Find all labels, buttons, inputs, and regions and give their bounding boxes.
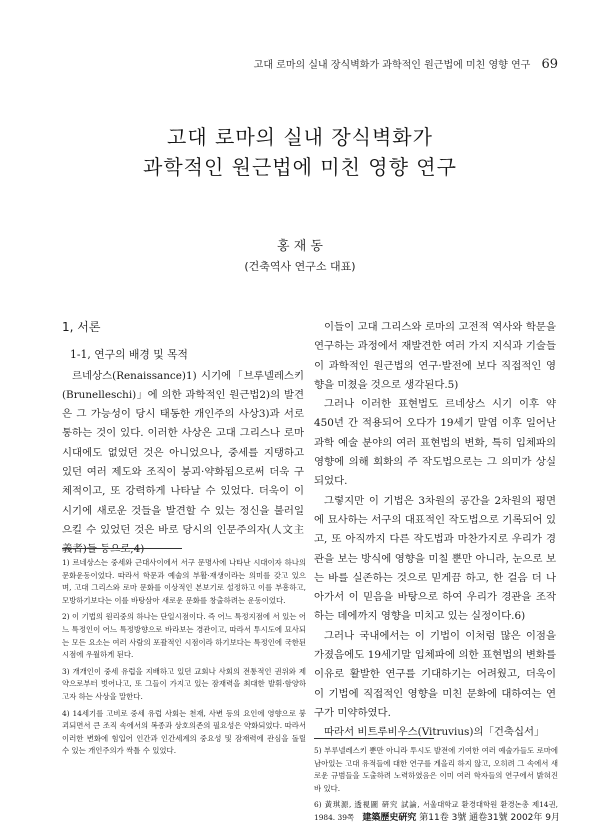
footnotes-left — [62, 557, 306, 762]
body-paragraph: 따라서 비트루비우스(Vitruvius)의「건축십서」 — [324, 726, 545, 739]
author-affiliation: (건축역사 연구소 대표) — [244, 260, 356, 273]
right-column — [314, 318, 556, 743]
body-paragraph: 이들이 고대 그리스와 로마의 고전적 역사와 학문을 연구하는 과정에서 재발견한 여러 가지 지식과 기술들이 과학적인 원근법의 연구·발전에 보다 직접적인 영향을 미쳤을 것으로 생각된다.5) — [314, 321, 556, 391]
footnote: 4) 14세기를 고비로 중세 유럽 사회는 천재, 사변 등의 요인에 영향으로 붕괴되면서 큰 조직 속에서의 복종과 상호의존의 필요성은 약화되었다. 따라서 이러한 변화에 힘입어 인간과 인간세계의 중요성 및 잠재력에 관심을 돌릴 수 있는 개인주의가 싹틀 수 있었다. — [62, 708, 306, 756]
subsection-heading: 1-1, 연구의 배경 및 목적 — [70, 348, 188, 362]
title-line-1: 고대 로마의 실내 장식벽화가 — [167, 125, 433, 149]
journal-issue: 第11卷 3號 通卷31號 2002年 9月 — [419, 813, 560, 823]
footnote-divider — [62, 548, 182, 549]
footnote: 3) 개개인이 중세 유럽을 지배하고 있던 교회나 사회의 전통적인 권위와 제약으로부터 벗어나고, 또 그들이 가지고 있는 잠재력을 최대한 발휘·함양하고자 하는 사상을 말한다. — [62, 666, 306, 701]
body-paragraph: 르네상스(Renaissance)1) 시기에「브루넬레스키(Brunelleschi)」에 의한 과학적인 원근법2)의 발견은 그 가능성이 당시 태동한 개인주의 사상3)과 서로 통하는 것이 있다. 이러한 사상은 고대 그리스나 로마 시대에도 없었던 것은 아니었으나, 중세를 지탱하고 있던 여러 제도와 조직이 붕괴·약화됨으로써 더욱 구체적이고, 또 강력하게 나타날 수 있었다. 더욱이 이 시기에 새로운 것들을 발견할 수 있는 정신을 불러일으킬 수 있었던 것은 바로 당시의 인문주의자(人文主義者)들 등으로,4) — [62, 369, 304, 556]
footnote: 5) 부루넬레스키 뿐만 아니라 투시도 발전에 기여한 여러 예술가들도 로마에 남아있는 고대 유적들에 대한 연구를 게을리 하지 않고, 오히려 그 속에서 새로운 규범들을 도출하려 노력하였음은 이미 여러 학자들의 연구에서 밝혀진 바 있다. — [314, 746, 558, 793]
body-paragraph: 그렇지만 이 기법은 3차원의 공간을 2차원의 평면에 묘사하는 서구의 대표적인 작도법으로 기록되어 있고, 또 아직까지 다른 작도법과 마찬가지로 우리가 경관을 보는 방식에 영향을 미칠 뿐만 아니라, 눈으로 보는 바를 실존하는 것으로 믿게끔 하고, 한 걸음 더 나아가서 이 믿음을 바탕으로 하여 우리가 경관을 조작하는 데에까지 영향을 미치고 있는 실정이다.6) — [314, 494, 556, 623]
journal-name: 建築歷史硏究 — [362, 813, 417, 823]
article-title — [0, 122, 600, 182]
section-heading: 1, 서론 — [62, 320, 101, 334]
author-name: 홍 재 동 — [277, 239, 323, 254]
footnote: 2) 이 기법의 원리중의 하나는 단일시점이다. 즉 어느 특정지점에 서 있는 어느 특정인이 어느 특정방향으로 바라보는 경관이고, 따라서 투시도에 묘사되는 모든 요소는 여러 사람의 포괄적인 시점이라 하기보다는 특정인에 국한된 시점에 우월하게 된다. — [62, 612, 306, 660]
footnote-divider — [314, 738, 434, 739]
body-paragraph: 그러나 이러한 표현법도 르네상스 시기 이후 약 450년 간 적용되어 오다가 19세기 말엽 이후 일어난 과학 예술 분야의 여러 표현법의 변화, 특히 입체파의 영향에 의해 회화의 주 작도법으로는 그 의미가 상실되었다. — [314, 398, 556, 488]
running-head — [240, 56, 558, 72]
left-column — [62, 318, 304, 560]
footnote: 1) 르네상스는 중세와 근대사이에서 서구 문명사에 나타난 시대이자 하나의 문화운동이었다. 따라서 학문과 예술의 부활·재생이라는 의미를 갖고 있으며, 고대 그리스와 로마 문화를 이상적인 본보기로 설정하고 이를 부흥하고, 모방하기보다는 이를 바탕삼아 새로운 문화를 창출하려는 운동이었다. — [62, 558, 306, 605]
running-title: 고대 로마의 실내 장식벽화가 과학적인 원근법에 미친 영향 연구 — [253, 60, 531, 71]
page-number: 69 — [541, 57, 558, 72]
footnote: 6) 黃琪源, 透視圖 硏究 試論, 서울대학교 환경대학원 환경논총 제14권, 1984. 39쪽 — [314, 800, 558, 822]
body-paragraph: 그러나 국내에서는 이 기법이 이처럼 많은 이점을 가졌음에도 19세기말 입체파에 의한 표현법의 변화를 이유로 활발한 연구를 기대하기는 어려웠고, 더욱이 이 기법에 직접적인 영향을 미친 문화에 대하여는 연구가 미약하였다. — [314, 629, 556, 719]
page-footer — [300, 810, 560, 823]
title-line-2: 과학적인 원근법에 미친 영향 연구 — [143, 155, 457, 179]
